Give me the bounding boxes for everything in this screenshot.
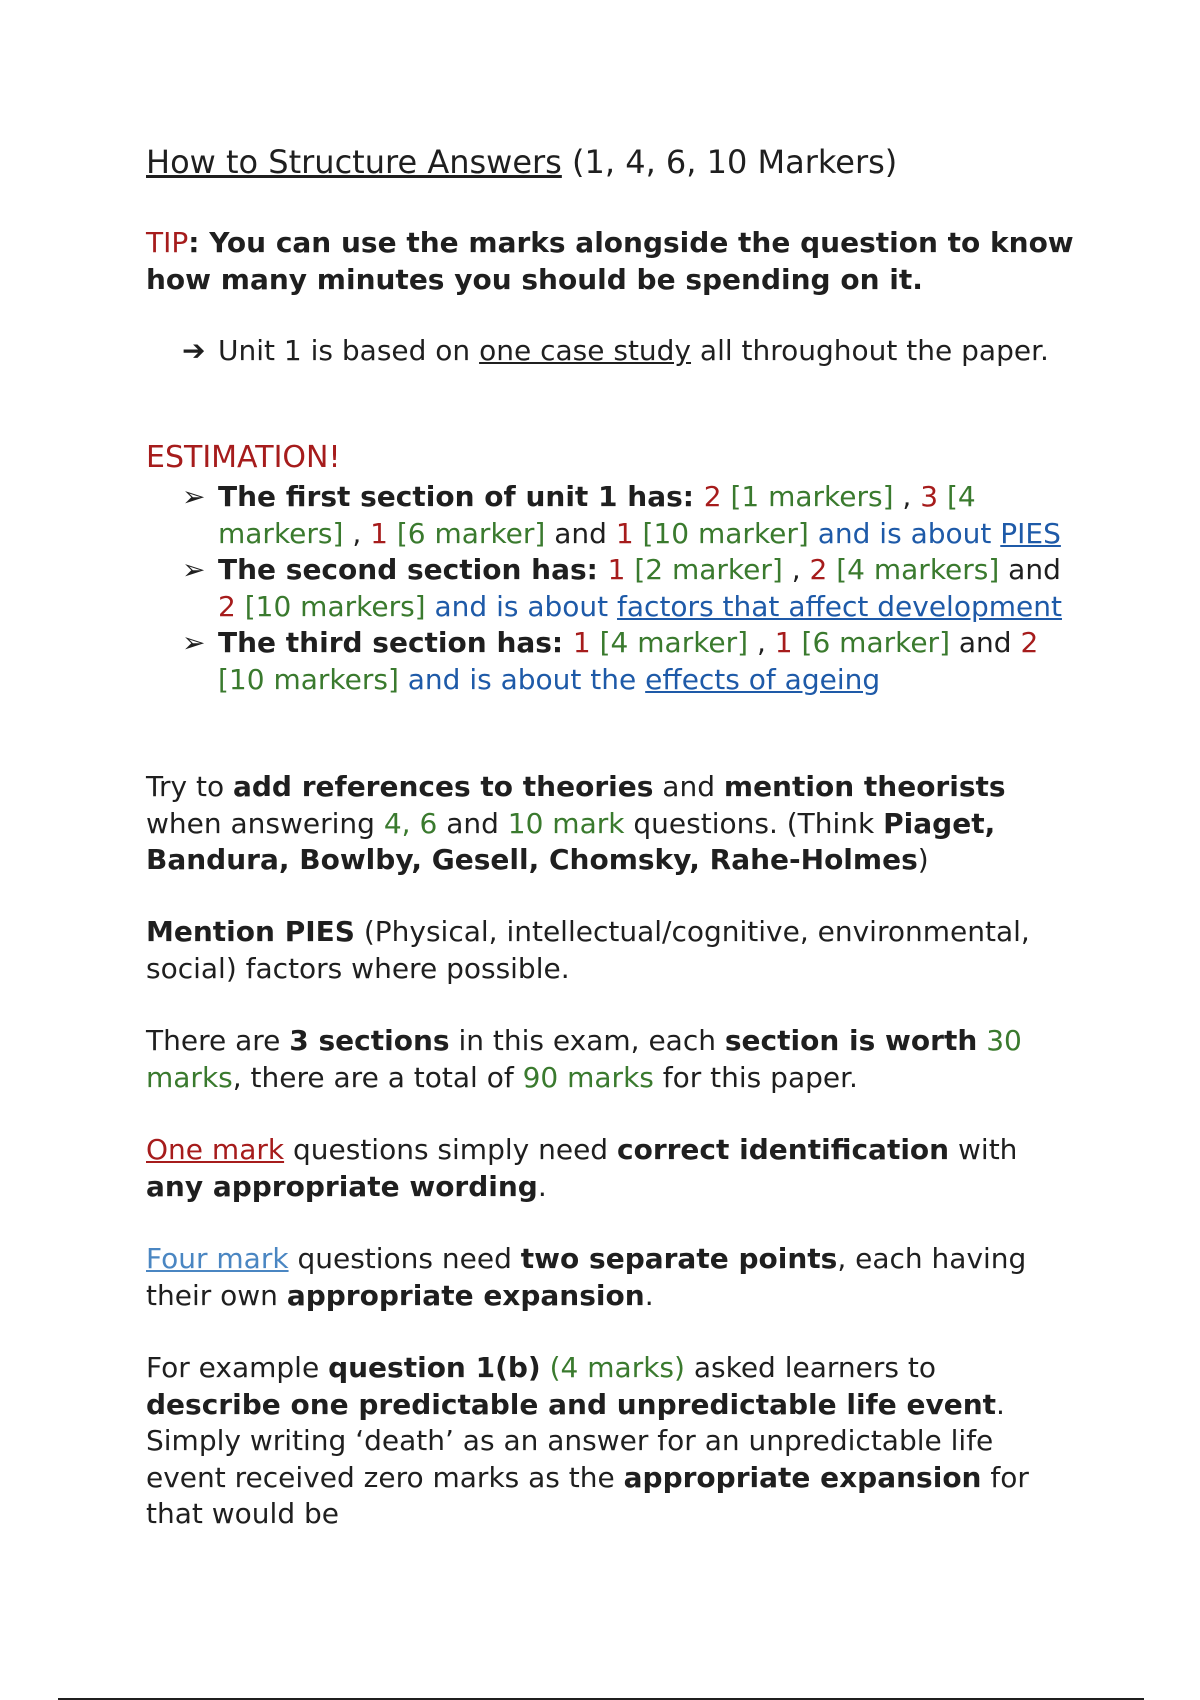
sections-bold-1: 3 sections — [289, 1024, 450, 1057]
one-mark-text-3: . — [537, 1169, 547, 1203]
four-mark-text-3: . — [644, 1278, 654, 1312]
item-2-topic-link: factors that affect development — [617, 589, 1062, 623]
item-1-about: and is about — [808, 516, 1001, 550]
example-paragraph — [146, 1350, 1076, 1533]
theories-bold-1: add references to theories — [232, 770, 654, 803]
four-mark-paragraph — [146, 1241, 1076, 1314]
item-2-marks-1: [2 marker] — [625, 553, 783, 586]
example-bold-2: describe one predictable and unpredictable life event — [146, 1387, 997, 1421]
theorists-list: Piaget, Bandura, Bowlby, Gesell, Chomsky, Rahe-Holmes — [146, 806, 996, 876]
item-1-marks-1: [1 markers] — [721, 480, 894, 513]
four-mark-text-2: , each having their own — [146, 1242, 1027, 1312]
item-3-text: The third section has: — [218, 626, 573, 659]
item-1-count-2: 3 — [920, 480, 939, 513]
item-1-sep-2: , — [343, 516, 371, 550]
item-3-marks-3: [10 markers] — [218, 662, 399, 696]
one-mark-text-1: questions simply need — [284, 1133, 617, 1166]
estimation-list — [146, 479, 1076, 698]
item-2-marks-2: [4 markers] — [827, 553, 1000, 586]
item-1-marks-3: [6 marker] — [387, 516, 546, 550]
theories-paragraph — [146, 769, 1076, 879]
tip-paragraph — [146, 225, 1076, 298]
theories-bold-2: mention theorists — [723, 770, 1006, 803]
item-2-marks-3: [10 markers] — [235, 589, 426, 623]
item-3-topic-link: effects of ageing — [645, 662, 881, 696]
theories-marks-1: 4, 6 — [383, 806, 438, 840]
case-study-link: one case study — [479, 334, 692, 367]
example-bold-3: appropriate expansion — [623, 1460, 982, 1494]
unit-note-row — [146, 333, 1076, 370]
sections-text-2: in this exam, each — [449, 1024, 725, 1057]
one-mark-bold-2: any appropriate wording — [146, 1169, 538, 1203]
item-3-count-1: 1 — [572, 626, 591, 659]
pies-bold: Mention PIES — [146, 915, 355, 948]
four-mark-text-1: questions need — [288, 1242, 521, 1275]
unit-note-text-1: Unit 1 is based on — [218, 334, 480, 367]
item-1-sep-3: and — [545, 516, 616, 550]
arrow-icon: ➔ — [182, 334, 206, 367]
item-2-count-3: 2 — [218, 589, 236, 623]
estimation-item-2 — [146, 552, 1076, 625]
item-2-sep-2: and — [999, 553, 1061, 586]
item-1-count-1: 2 — [703, 480, 722, 513]
example-text-3: . Simply writing ‘death’ as an answer for an unpredictable life event received zero marks as the — [146, 1387, 1005, 1494]
example-marks: (4 marks) — [540, 1351, 685, 1384]
theories-text-4: and — [437, 806, 508, 840]
bullet-arrow-icon: ➢ — [182, 626, 206, 659]
bullet-arrow-icon: ➢ — [182, 553, 206, 586]
example-text-2: asked learners to — [684, 1351, 936, 1384]
item-3-sep-2: and — [950, 626, 1021, 659]
theories-text-5: questions. (Think — [624, 806, 884, 840]
example-bold-1: question 1(b) — [328, 1351, 541, 1384]
item-3-marks-2: [6 marker] — [792, 626, 950, 659]
item-3-count-3: 2 — [1020, 626, 1039, 659]
one-mark-paragraph — [146, 1132, 1076, 1205]
theories-text-3: when answering — [146, 806, 384, 840]
item-1-count-4: 1 — [615, 516, 634, 550]
one-mark-bold-1: correct identification — [616, 1133, 950, 1166]
example-text-1: For example — [146, 1351, 329, 1384]
item-1-sep-1: , — [893, 480, 921, 513]
estimation-item-3 — [146, 625, 1076, 698]
item-1-count-3: 1 — [370, 516, 388, 550]
four-mark-bold-1: two separate points — [520, 1242, 838, 1275]
item-3-marks-1: [4 marker] — [590, 626, 749, 659]
item-2-about: and is about — [425, 589, 618, 623]
theories-text-2: and — [653, 770, 724, 803]
title-suffix: (1, 4, 6, 10 Markers) — [561, 143, 898, 181]
four-mark-bold-2: appropriate expansion — [286, 1278, 645, 1312]
item-2-text: The second section has: — [218, 553, 608, 586]
theories-text-1: Try to — [146, 770, 233, 803]
title-main: How to Structure Answers — [146, 143, 562, 181]
unit-note-text-2: all throughout the paper. — [691, 334, 1049, 367]
item-2-sep-1: , — [782, 553, 810, 586]
sections-marks-2: 90 marks — [522, 1060, 654, 1094]
item-1-marks-4: [10 marker] — [633, 516, 809, 550]
sections-text-1: There are — [146, 1024, 290, 1057]
item-1-marks-2: [4 markers] — [218, 480, 976, 550]
item-2-count-2: 2 — [809, 553, 828, 586]
item-2-count-1: 1 — [607, 553, 626, 586]
sections-bold-2: section is worth — [724, 1024, 978, 1057]
sections-paragraph — [146, 1023, 1076, 1096]
item-3-sep-1: , — [748, 626, 775, 659]
item-3-count-2: 1 — [774, 626, 793, 659]
one-mark-link: One mark — [146, 1133, 285, 1166]
item-1-topic-link: PIES — [1000, 516, 1061, 550]
theories-text-6: ) — [917, 843, 929, 876]
four-mark-link: Four mark — [146, 1242, 289, 1275]
item-3-about: and is about the — [398, 662, 646, 696]
sections-text-4: for this paper. — [653, 1060, 858, 1094]
estimation-heading: ESTIMATION! — [146, 440, 341, 475]
tip-label: TIP — [146, 226, 189, 259]
page-title — [146, 142, 1076, 182]
estimation-item-1 — [146, 479, 1076, 552]
theories-marks-2: 10 mark — [507, 806, 625, 840]
item-1-text: The first section of unit 1 has: — [218, 480, 704, 513]
example-text-4: for that would be — [146, 1460, 1029, 1530]
tip-text: : You can use the marks alongside the question to know how many minutes you should be spending on it. — [146, 226, 1074, 296]
one-mark-text-2: with — [949, 1133, 1018, 1166]
sections-marks-1: 30 marks — [146, 1024, 1022, 1094]
pies-paragraph — [146, 914, 1076, 987]
bullet-arrow-icon: ➢ — [182, 480, 206, 513]
pies-text: (Physical, intellectual/cognitive, environmental, social) factors where possible. — [146, 915, 1030, 985]
sections-text-3: , there are a total of — [232, 1060, 523, 1094]
unit-note — [146, 333, 1076, 370]
